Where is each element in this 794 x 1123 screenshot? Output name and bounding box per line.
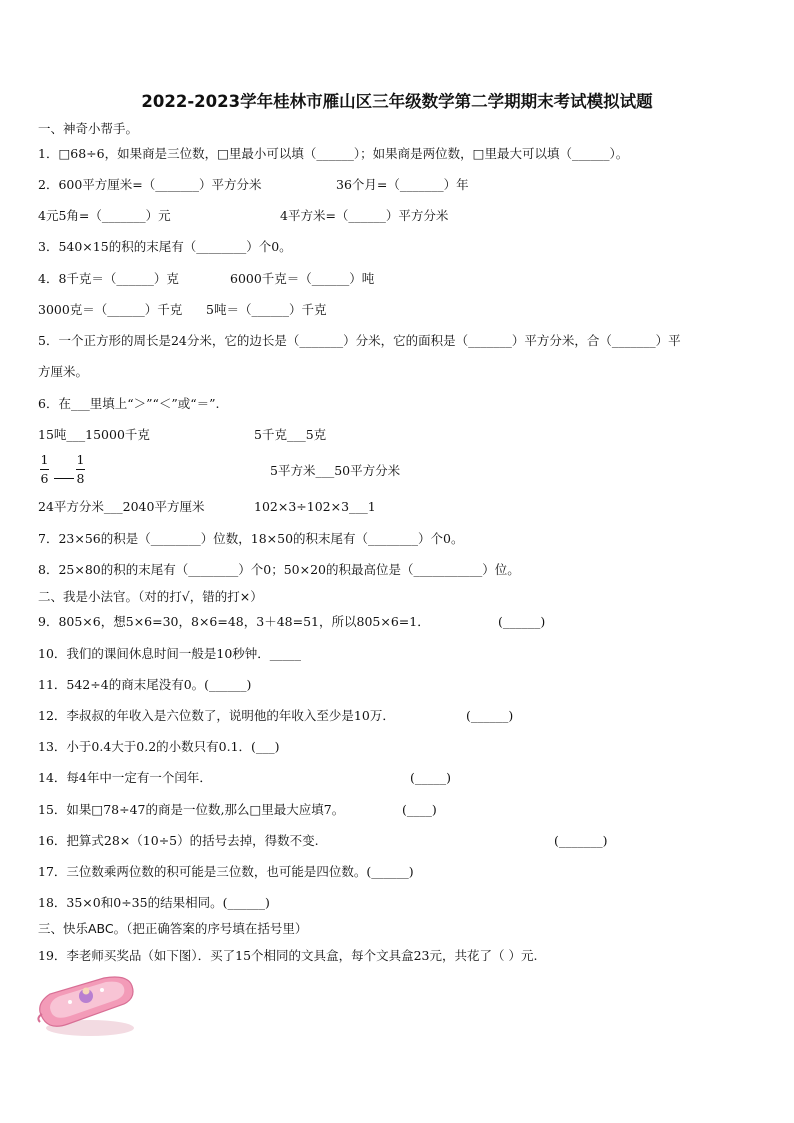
fraction-left-denominator: 6 — [40, 471, 49, 486]
fraction-right-numerator: 1 — [76, 452, 85, 467]
question-16-answer[interactable]: (_______) — [554, 833, 608, 848]
question-16: 16．把算式28×（10÷5）的括号去掉，得数不变. — [38, 833, 319, 848]
question-5-line2: 方厘米。 — [38, 364, 89, 379]
question-18: 18．35×0和0÷35的结果相同。(______) — [38, 895, 270, 910]
question-6e: 102×3÷102×3___1 — [254, 499, 376, 514]
question-6c: 5平方米___50平方分米 — [270, 463, 401, 478]
question-4c: 3000克＝（______）千克 — [38, 302, 183, 317]
pencil-case-figure-head — [83, 988, 90, 995]
question-6: 6．在___里填上“＞”“＜”或“＝”. — [38, 396, 220, 411]
section-1-heading: 一、神奇小帮手。 — [38, 121, 139, 136]
fraction-right — [76, 453, 85, 486]
question-3: 3．540×15的积的末尾有（________）个0。 — [38, 239, 292, 254]
compare-blank[interactable] — [54, 466, 74, 479]
pencil-case-dot-2 — [100, 988, 104, 992]
question-5-line1: 5．一个正方形的周长是24分米，它的边长是（_______）分米，它的面积是（_______）平方分米，合（_______）平 — [38, 333, 681, 348]
question-4b: 6000千克＝（______）吨 — [230, 271, 375, 286]
page-title: 2022-2023学年桂林市雁山区三年级数学第二学期期末考试模拟试题 — [141, 92, 653, 111]
question-11: 11．542÷4的商末尾没有0。(______) — [38, 677, 252, 692]
question-15: 15．如果□78÷47的商是一位数,那么□里最大应填7。 — [38, 802, 345, 817]
fraction-left-numerator: 1 — [40, 452, 49, 467]
question-12: 12．李叔叔的年收入是六位数了，说明他的年收入至少是10万． — [38, 708, 395, 723]
section-2-heading: 二、我是小法官。（对的打√，错的打×） — [38, 589, 263, 604]
question-19: 19．李老师买奖品（如下图）．买了15个相同的文具盒，每个文具盒23元，共花了（ ）元. — [38, 948, 538, 963]
question-10: 10．我们的课间休息时间一般是10秒钟．_____ — [38, 646, 302, 661]
question-4a: 4．8千克＝（______）克 — [38, 271, 179, 286]
question-7: 7．23×56的积是（________）位数，18×50的积末尾有（________）个0。 — [38, 531, 464, 546]
question-8: 8．25×80的积的末尾有（________）个0；50×20的积最高位是（___________）位。 — [38, 562, 520, 577]
question-14-answer[interactable]: (_____) — [410, 770, 452, 785]
question-2a: 2．600平方厘米=（_______）平方分米 — [38, 177, 262, 192]
question-6b: 5千克___5克 — [254, 427, 327, 442]
section-3-heading: 三、快乐ABC。（把正确答案的序号填在括号里） — [38, 921, 308, 936]
question-2c: 4元5角=（_______）元 — [38, 208, 171, 223]
question-1: 1．□68÷6，如果商是三位数，□里最小可以填（______）；如果商是两位数，□里最大可以填（______）。 — [38, 146, 629, 161]
fraction-left — [40, 453, 49, 486]
pencil-case-zipper-pull — [38, 1014, 42, 1022]
pencil-case-dot-1 — [68, 1000, 72, 1004]
question-2d: 4平方米=（______）平方分米 — [280, 208, 449, 223]
question-6a: 15吨___15000千克 — [38, 427, 150, 442]
question-15-answer[interactable]: (____) — [402, 802, 437, 817]
question-14: 14．每4年中一定有一个闰年． — [38, 770, 212, 785]
question-4d: 5吨＝（______）千克 — [206, 302, 327, 317]
question-13: 13．小于0.4大于0.2的小数只有0.1．(___) — [38, 739, 280, 754]
question-12-answer[interactable]: (______) — [466, 708, 514, 723]
pencil-case-image — [32, 972, 142, 1042]
fraction-left-bar — [40, 469, 49, 470]
question-9: 9．805×6，想5×6=30，8×6=48，3＋48=51，所以805×6=1． — [38, 614, 430, 629]
question-9-answer[interactable]: (______) — [498, 614, 546, 629]
question-2b: 36个月=（_______）年 — [336, 177, 469, 192]
question-6d: 24平方分米___2040平方厘米 — [38, 499, 205, 514]
fraction-right-denominator: 8 — [76, 471, 85, 486]
question-17: 17．三位数乘两位数的积可能是三位数，也可能是四位数。(______) — [38, 864, 414, 879]
fraction-right-bar — [76, 469, 85, 470]
